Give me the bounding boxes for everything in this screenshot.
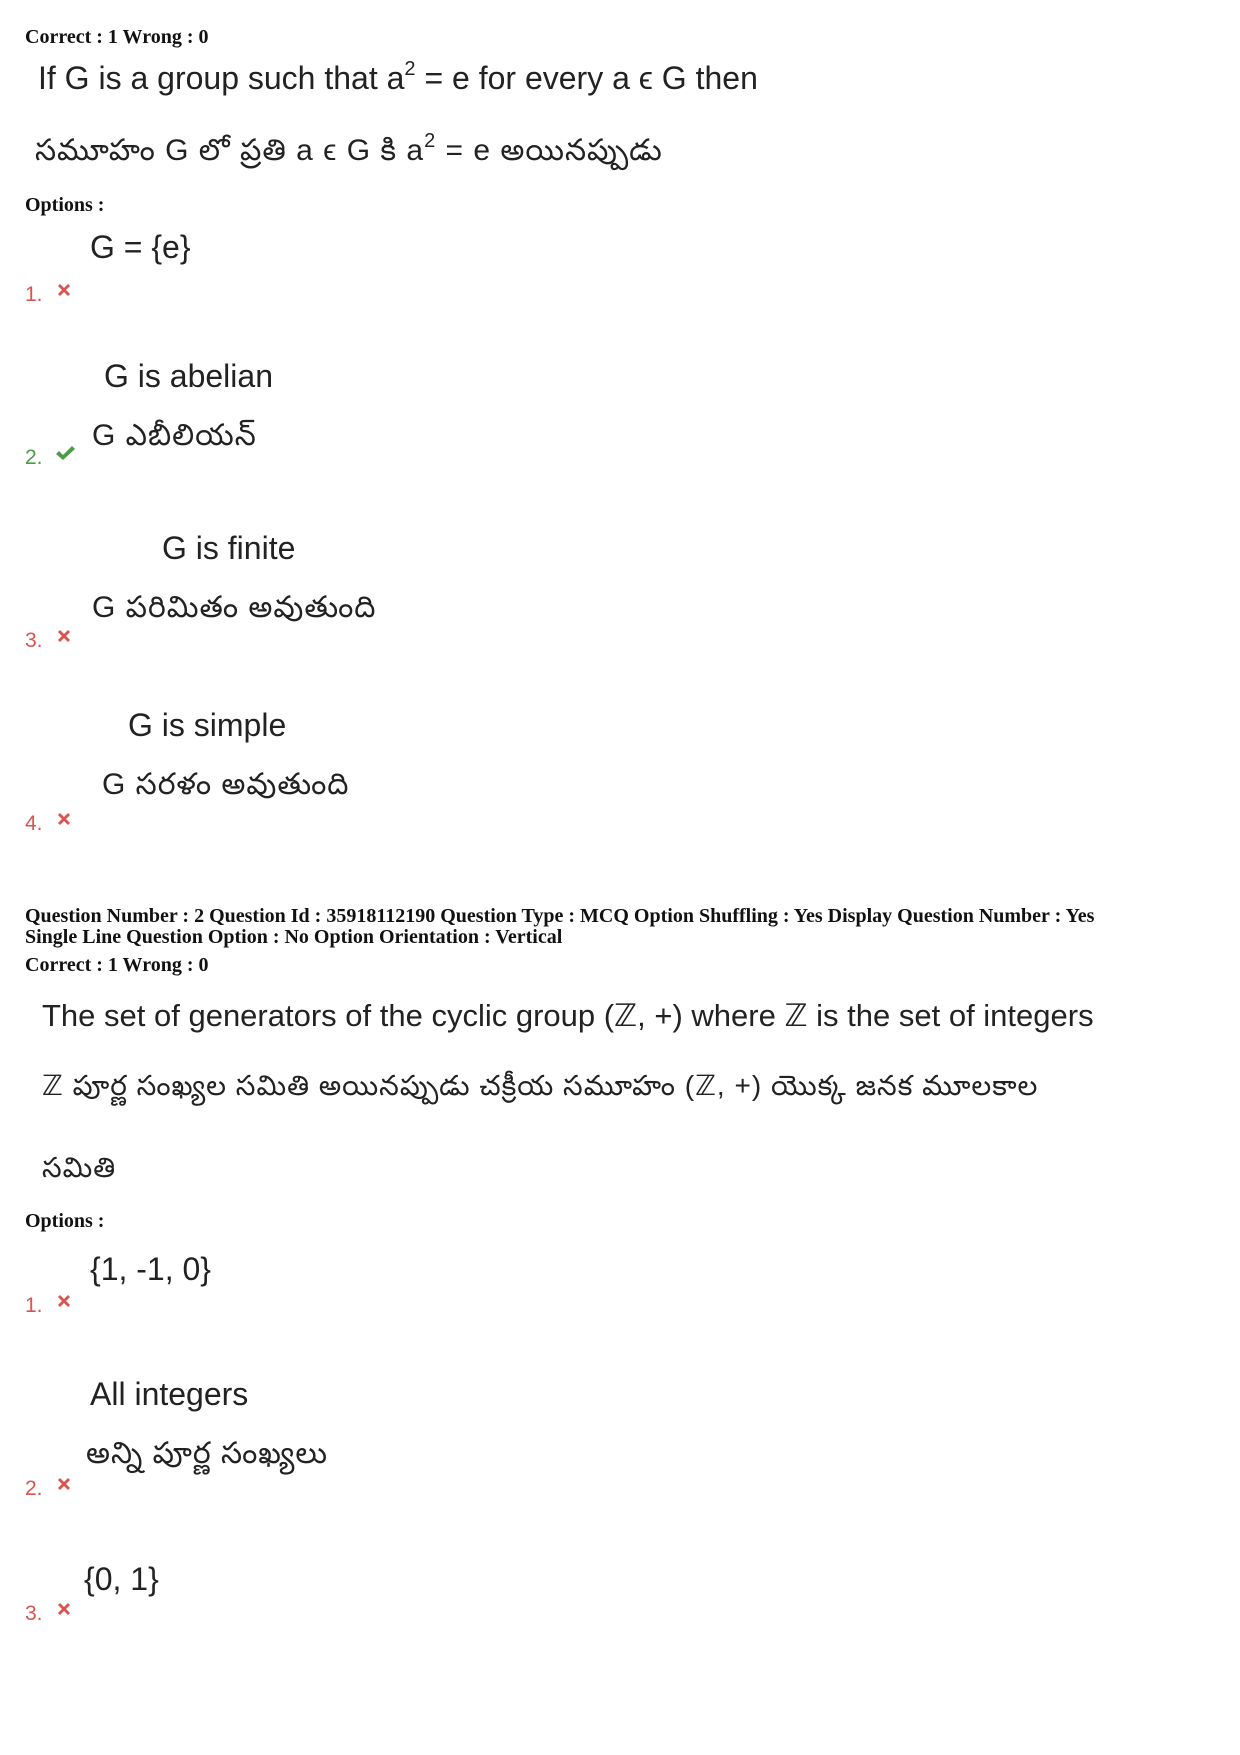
check-icon — [52, 443, 76, 463]
cross-icon — [54, 626, 74, 646]
q1-option-2-number: 2. — [25, 446, 43, 469]
q1-correct-wrong: Correct : 1 Wrong : 0 — [25, 26, 209, 48]
q1-option-1-number: 1. — [25, 283, 43, 306]
q1-question-telugu-exponent: 2 — [424, 130, 437, 152]
cross-icon — [54, 809, 74, 829]
q2-option-1-english: {1, -1, 0} — [90, 1251, 211, 1287]
q1-option-3-number: 3. — [25, 629, 43, 652]
q1-question-telugu-a: సమూహం G లో ప్రతి a ϵ G కి a — [35, 134, 425, 167]
q1-option-4-telugu: G సరళం అవుతుంది — [102, 768, 350, 801]
q1-question-text-a: If G is a group such that a — [38, 60, 405, 96]
q2-option-2-number: 2. — [25, 1477, 43, 1500]
q2-meta-line-1: Question Number : 2 Question Id : 35918112190 Question Type : MCQ Option Shuffling : Yes Display Question Number : Yes — [25, 905, 1095, 927]
q2-options-label: Options : — [25, 1210, 105, 1232]
q2-option-1-number: 1. — [25, 1294, 43, 1317]
q2-option-3-english: {0, 1} — [84, 1561, 159, 1597]
q1-option-3-telugu: G పరిమితం అవుతుంది — [92, 591, 377, 624]
q1-options-label: Options : — [25, 194, 105, 216]
cross-icon — [54, 280, 74, 300]
cross-icon — [54, 1599, 74, 1619]
q1-option-3-english: G is finite — [162, 530, 296, 566]
q2-question-telugu-line-2: సమితి — [42, 1152, 117, 1183]
q1-question-telugu — [35, 130, 663, 169]
q2-meta-line-2: Single Line Question Option : No Option Orientation : Vertical — [25, 926, 563, 948]
q1-option-4-number: 4. — [25, 812, 43, 835]
q2-question-telugu-line-1: ℤ పూర్ణ సంఖ్యల సమితి అయినప్పుడు చక్రీయ సమూహం (ℤ, +) యొక్క జనక మూలకాల — [42, 1070, 1039, 1101]
q1-question-text-b: = e for every a ϵ G then — [415, 60, 758, 96]
q1-option-2-english: G is abelian — [104, 358, 273, 394]
cross-icon — [54, 1291, 74, 1311]
q2-option-2-english: All integers — [90, 1376, 249, 1412]
q1-question-telugu-b: = e అయినప్పుడు — [436, 134, 663, 167]
q2-correct-wrong: Correct : 1 Wrong : 0 — [25, 954, 209, 976]
cross-icon — [54, 1474, 74, 1494]
q1-option-2-telugu: G ఎబీలియన్ — [92, 419, 257, 452]
q1-option-4-english: G is simple — [128, 707, 287, 743]
q2-option-3-number: 3. — [25, 1602, 43, 1625]
q1-question-english — [38, 60, 758, 96]
q2-question-english: The set of generators of the cyclic group (ℤ, +) where ℤ is the set of integers — [42, 998, 1094, 1033]
q1-question-exponent: 2 — [404, 58, 416, 81]
q2-option-2-telugu: అన్ని పూర్ణ సంఖ్యలు — [86, 1437, 328, 1470]
q1-option-1-english: G = {e} — [90, 229, 191, 265]
